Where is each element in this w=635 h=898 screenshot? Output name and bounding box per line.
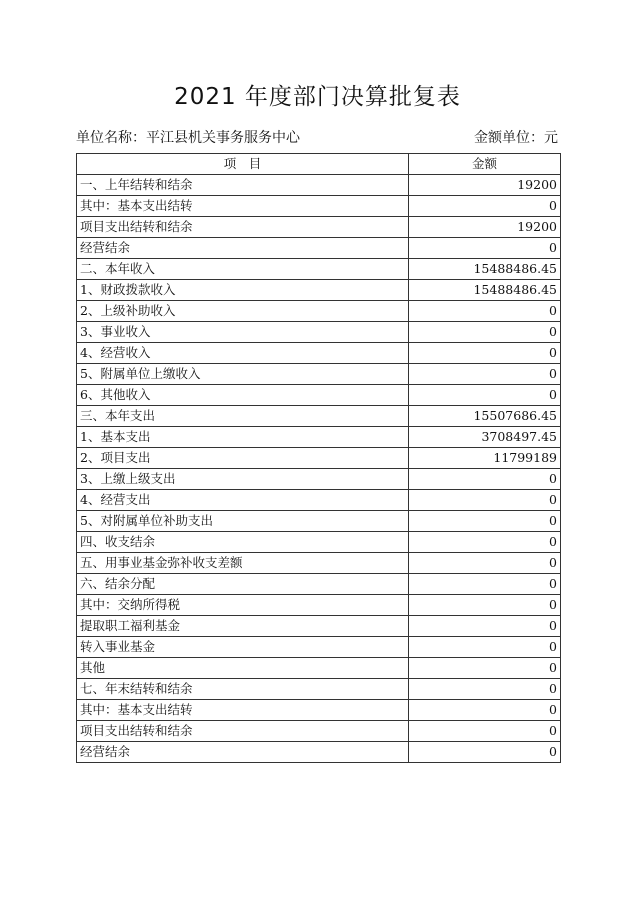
row-item-label: 三、本年支出 (77, 406, 409, 427)
table-row (77, 343, 561, 364)
row-item-label: 1、财政拨款收入 (77, 280, 409, 301)
row-amount: 0 (409, 637, 561, 658)
row-item-label: 六、结余分配 (77, 574, 409, 595)
table-row (77, 490, 561, 511)
table-row (77, 574, 561, 595)
row-item-label: 其中：基本支出结转 (77, 196, 409, 217)
row-item-label: 二、本年收入 (77, 259, 409, 280)
table-row (77, 238, 561, 259)
approval-table (76, 153, 561, 763)
table-row (77, 700, 561, 721)
table-row (77, 742, 561, 763)
row-item-label: 七、年末结转和结余 (77, 679, 409, 700)
row-amount: 15507686.45 (409, 406, 561, 427)
table-row (77, 427, 561, 448)
row-item-label: 3、事业收入 (77, 322, 409, 343)
row-amount: 15488486.45 (409, 259, 561, 280)
table-row (77, 196, 561, 217)
table-row (77, 364, 561, 385)
row-item-label: 1、基本支出 (77, 427, 409, 448)
table-row (77, 259, 561, 280)
table-header-row (77, 154, 561, 175)
row-item-label: 经营结余 (77, 238, 409, 259)
table-row (77, 532, 561, 553)
row-amount: 0 (409, 490, 561, 511)
row-item-label: 4、经营收入 (77, 343, 409, 364)
table-row (77, 637, 561, 658)
table-row (77, 301, 561, 322)
row-amount: 0 (409, 196, 561, 217)
table-row (77, 469, 561, 490)
organization-label: 单位名称：平江县机关事务服务中心 (76, 130, 300, 146)
row-item-label: 5、附属单位上缴收入 (77, 364, 409, 385)
row-amount: 0 (409, 574, 561, 595)
row-amount: 0 (409, 679, 561, 700)
table-row (77, 616, 561, 637)
table-row (77, 511, 561, 532)
row-amount: 0 (409, 301, 561, 322)
table-row (77, 448, 561, 469)
table-row (77, 175, 561, 196)
row-amount: 0 (409, 343, 561, 364)
row-item-label: 其中：交纳所得税 (77, 595, 409, 616)
row-amount: 0 (409, 742, 561, 763)
currency-unit-label: 金额单位：元 (474, 130, 558, 146)
row-item-label: 项目支出结转和结余 (77, 721, 409, 742)
table-row (77, 658, 561, 679)
row-amount: 0 (409, 532, 561, 553)
row-item-label: 其中：基本支出结转 (77, 700, 409, 721)
table-row (77, 385, 561, 406)
row-amount: 0 (409, 553, 561, 574)
row-item-label: 项目支出结转和结余 (77, 217, 409, 238)
row-amount: 0 (409, 511, 561, 532)
row-item-label: 其他 (77, 658, 409, 679)
row-item-label: 5、对附属单位补助支出 (77, 511, 409, 532)
item-column-header: 项 目 (77, 154, 409, 175)
row-item-label: 四、收支结余 (77, 532, 409, 553)
row-amount: 0 (409, 595, 561, 616)
table-row (77, 595, 561, 616)
row-amount: 3708497.45 (409, 427, 561, 448)
row-item-label: 一、上年结转和结余 (77, 175, 409, 196)
row-item-label: 五、用事业基金弥补收支差额 (77, 553, 409, 574)
row-item-label: 经营结余 (77, 742, 409, 763)
row-amount: 19200 (409, 175, 561, 196)
table-row (77, 553, 561, 574)
table-body (77, 175, 561, 763)
row-amount: 0 (409, 721, 561, 742)
row-item-label: 2、上级补助收入 (77, 301, 409, 322)
row-amount: 0 (409, 469, 561, 490)
page-title: 2021 年度部门决算批复表 (174, 84, 461, 110)
row-amount: 0 (409, 616, 561, 637)
row-amount: 0 (409, 385, 561, 406)
amount-column-header: 金额 (409, 154, 561, 175)
table-row (77, 406, 561, 427)
row-amount: 0 (409, 658, 561, 679)
row-amount: 19200 (409, 217, 561, 238)
row-item-label: 转入事业基金 (77, 637, 409, 658)
row-item-label: 4、经营支出 (77, 490, 409, 511)
table-row (77, 280, 561, 301)
row-amount: 0 (409, 364, 561, 385)
table-row (77, 217, 561, 238)
table-row (77, 679, 561, 700)
row-item-label: 3、上缴上级支出 (77, 469, 409, 490)
row-item-label: 6、其他收入 (77, 385, 409, 406)
table-row (77, 721, 561, 742)
row-item-label: 2、项目支出 (77, 448, 409, 469)
row-amount: 0 (409, 238, 561, 259)
row-amount: 0 (409, 322, 561, 343)
row-item-label: 提取职工福利基金 (77, 616, 409, 637)
report-meta (76, 127, 558, 147)
table-row (77, 322, 561, 343)
row-amount: 15488486.45 (409, 280, 561, 301)
row-amount: 0 (409, 700, 561, 721)
row-amount: 11799189 (409, 448, 561, 469)
